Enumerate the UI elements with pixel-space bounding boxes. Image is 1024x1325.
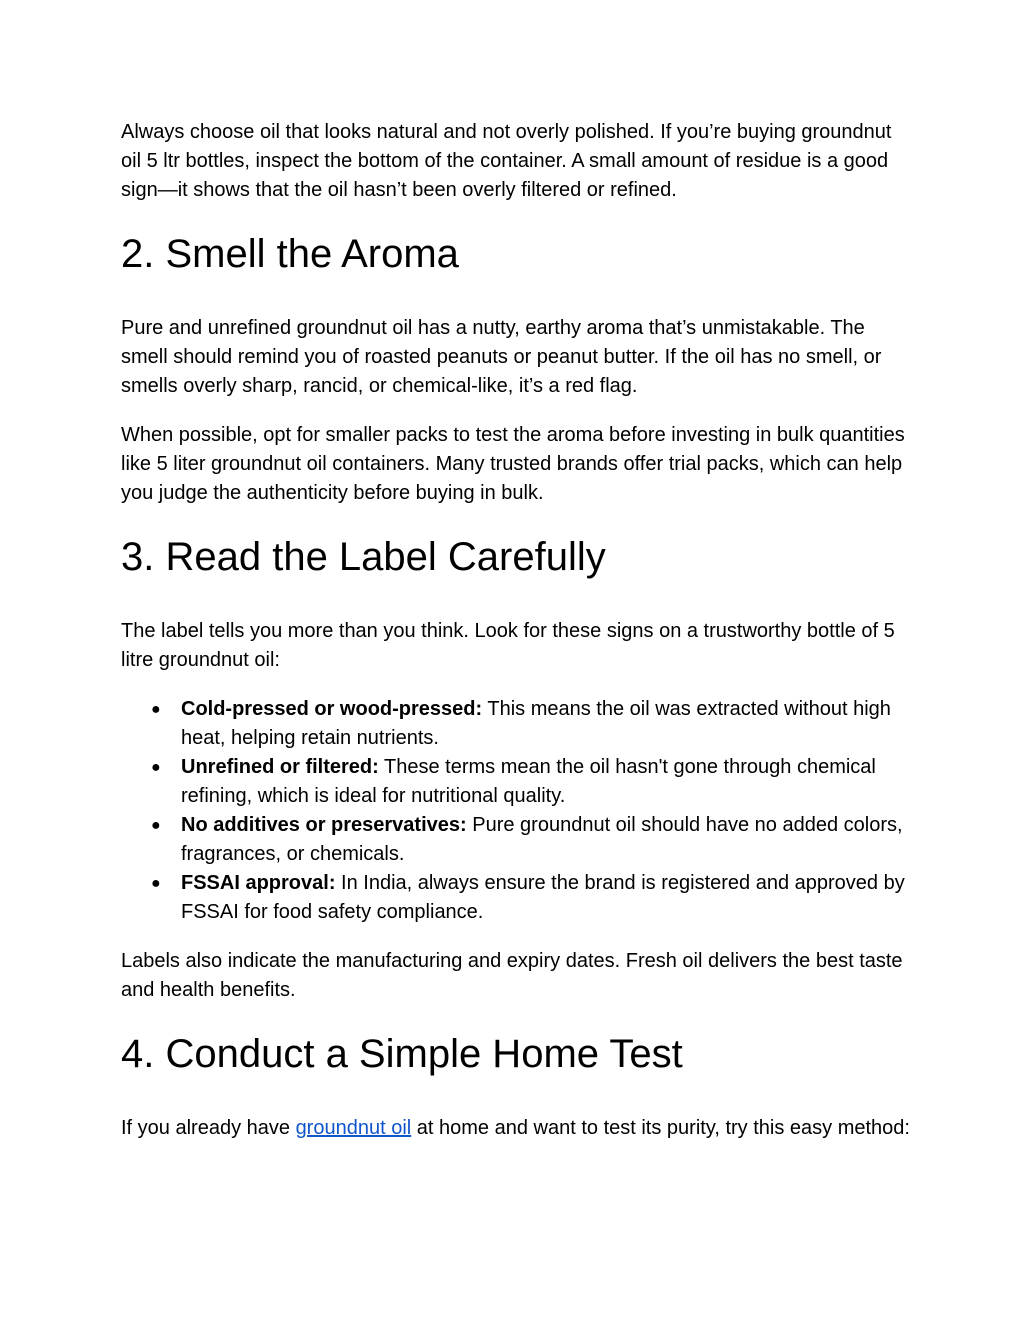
list-item [121, 753, 911, 811]
list-item-text: In India, always ensure the brand is registered and approved by FSSAI for food safety compliance. [181, 872, 905, 923]
heading-smell-aroma: 2. Smell the Aroma [121, 232, 459, 276]
label-signs-list [121, 695, 911, 927]
list-item [121, 811, 911, 869]
bullet-icon: ● [151, 759, 161, 776]
home-test-text-after: at home and want to test its purity, try this easy method: [411, 1117, 910, 1139]
label-intro-paragraph: The label tells you more than you think. Look for these signs on a trustworthy bottle of 5 litre groundnut oil: [121, 620, 895, 671]
list-item-term: Unrefined or filtered: [181, 756, 379, 778]
bullet-icon: ● [151, 817, 161, 834]
intro-paragraph: Always choose oil that looks natural and not overly polished. If you’re buying groundnut oil 5 ltr bottles, inspect the bottom of the container. A small amount of residue is a good sign—it shows that the oil hasn’t been overly filtered or refined. [121, 121, 892, 201]
list-item-text: This means the oil was extracted without high heat, helping retain nutrients. [181, 698, 891, 749]
heading-home-test: 4. Conduct a Simple Home Test [121, 1032, 683, 1076]
list-item [121, 695, 911, 753]
aroma-paragraph-1: Pure and unrefined groundnut oil has a nutty, earthy aroma that’s unmistakable. The smell should remind you of roasted peanuts or peanut butter. If the oil has no smell, or smells overly sharp, rancid, or chemical-like, it’s a red flag. [121, 317, 882, 397]
list-item-term: FSSAI approval: [181, 872, 336, 894]
label-closing-paragraph: Labels also indicate the manufacturing and expiry dates. Fresh oil delivers the best taste and health benefits. [121, 950, 903, 1001]
list-item-text: These terms mean the oil hasn't gone through chemical refining, which is ideal for nutritional quality. [181, 756, 876, 807]
bullet-icon: ● [151, 875, 161, 892]
home-test-text-before: If you already have [121, 1117, 296, 1139]
list-item-term: Cold-pressed or wood-pressed: [181, 698, 483, 720]
groundnut-oil-link[interactable]: groundnut oil [295, 1117, 412, 1139]
bullet-icon: ● [151, 701, 161, 718]
list-item-text: Pure groundnut oil should have no added colors, fragrances, or chemicals. [181, 814, 903, 865]
home-test-paragraph [121, 1114, 911, 1143]
heading-read-label: 3. Read the Label Carefully [121, 535, 606, 579]
document-page [121, 118, 911, 1143]
list-item-term: No additives or preservatives: [181, 814, 467, 836]
aroma-paragraph-2: When possible, opt for smaller packs to test the aroma before investing in bulk quantities like 5 liter groundnut oil containers. Many trusted brands offer trial packs, which can help you judge the authenticity before buying in bulk. [121, 424, 905, 504]
list-item [121, 869, 911, 927]
